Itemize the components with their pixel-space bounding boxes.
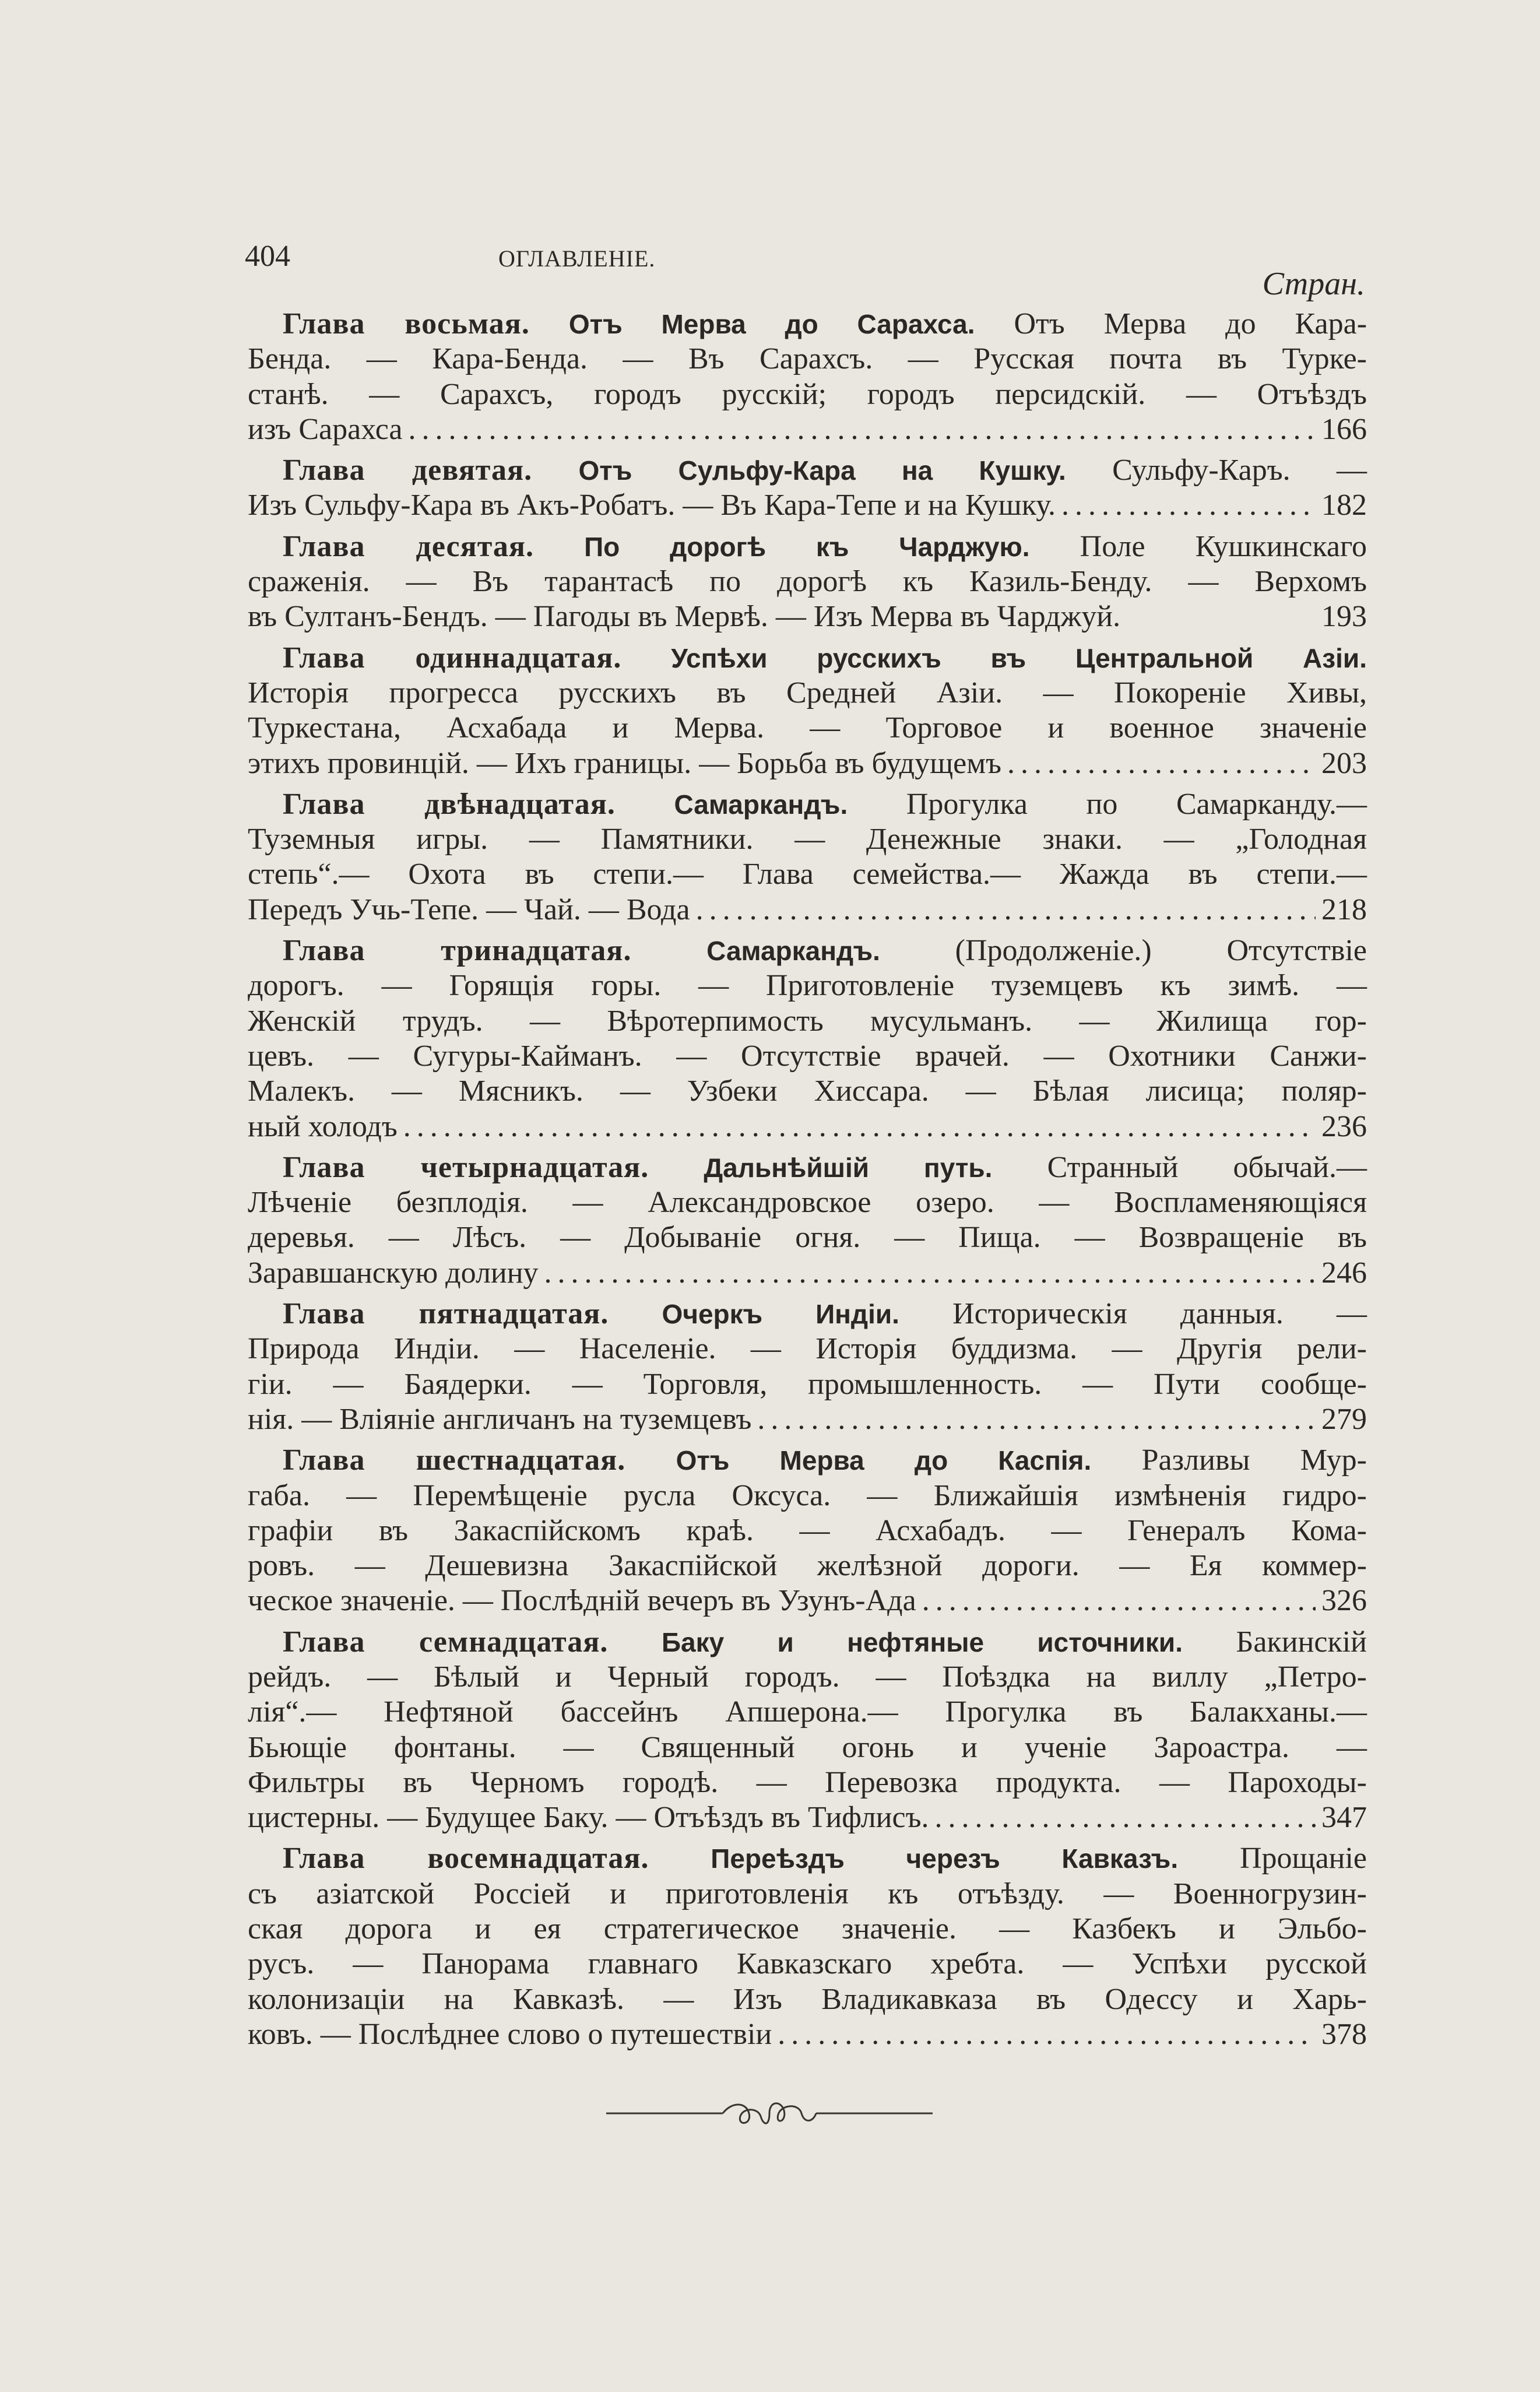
entry-line: лія“.— Нефтяной бассейнъ Апшерона.— Прогулка въ Балакханы.— — [248, 1695, 1367, 1729]
entry-text: нія. — Вліяніе англичанъ на туземцевъ — [248, 1402, 752, 1436]
entry-first-line — [248, 1150, 1367, 1185]
entry-last-line — [248, 893, 1367, 928]
entry-text: изъ Сарахса — [248, 412, 403, 446]
entry-text: ческое значеніе. — Послѣдній вечеръ въ Узунъ-Ада — [248, 1584, 916, 1618]
entry-line: рейдъ. — Бѣлый и Черный городъ. — Поѣздка на виллу „Петро- — [248, 1660, 1367, 1694]
entry-line: станѣ. — Сарахсъ, городъ русскій; городъ персидскій. — Отъѣздъ — [248, 377, 1367, 411]
chapter-title: Очеркъ Индіи. — [662, 1299, 899, 1330]
chapter-label: Глава десятая. — [283, 529, 535, 563]
entry-first-line — [248, 787, 1367, 822]
entry-line: графіи въ Закаспійскомъ краѣ. — Асхабадъ. — Генералъ Кома- — [248, 1513, 1367, 1547]
page-reference: 236 — [1321, 1109, 1367, 1143]
entry-last-line — [248, 1800, 1367, 1835]
chapter-label: Глава шестнадцатая. — [283, 1443, 626, 1477]
chapter-title: Самаркандъ. — [674, 789, 848, 820]
entry-first-line — [248, 1625, 1367, 1660]
running-title: ОГЛАВЛЕНІЕ. — [498, 245, 656, 272]
dot-leader — [778, 2017, 1316, 2052]
entry-first-line — [248, 529, 1367, 564]
chapter-label: Глава четырнадцатая. — [283, 1150, 649, 1184]
toc-entry — [248, 1625, 1367, 1836]
entry-text: этихъ провинцій. — Ихъ границы. — Борьба въ будущемъ — [248, 746, 1002, 780]
entry-text: Прощаніе — [1239, 1842, 1367, 1875]
chapter-title: Баку и нефтяные источники. — [661, 1627, 1183, 1657]
toc-entry — [248, 1443, 1367, 1618]
entry-first-line — [248, 1443, 1367, 1478]
dot-leader — [757, 1402, 1316, 1437]
chapter-title: Отъ Мерва до Каспія. — [676, 1445, 1092, 1476]
entry-last-line — [248, 1109, 1367, 1144]
entry-line: габа. — Перемѣщеніе русла Оксуса. — Ближайшія измѣненія гидро- — [248, 1478, 1367, 1512]
entry-text: Историческія данныя. — — [952, 1297, 1367, 1331]
entry-first-line — [248, 641, 1367, 676]
entry-text: Отъ Мерва до Кара- — [1014, 307, 1367, 340]
entry-last-line — [248, 1583, 1367, 1618]
entry-line: Фильтры въ Черномъ городѣ. — Перевозка продукта. — Пароходы- — [248, 1765, 1367, 1799]
entry-text: Изъ Сульфу-Кара въ Акъ-Робатъ. — Въ Кара-Тепе и на Кушку. — [248, 489, 1056, 522]
chapter-label: Глава одиннадцатая. — [283, 641, 622, 675]
chapter-title: Переѣздъ черезъ Кавказъ. — [711, 1843, 1179, 1874]
entry-line: деревья. — Лѣсъ. — Добываніе огня. — Пища. — Возвращеніе въ — [248, 1221, 1367, 1255]
entry-line: Женскій трудъ. — Вѣротерпимость мусульманъ. — Жилища гор- — [248, 1004, 1367, 1038]
entry-last-line — [248, 488, 1367, 523]
entry-text: цистерны. — Будущее Баку. — Отъѣздъ въ Тифлисъ. — [248, 1801, 929, 1835]
entry-line: ровъ. — Дешевизна Закаспійской желѣзной дороги. — Ея коммер- — [248, 1549, 1367, 1583]
toc-entry — [248, 1297, 1367, 1437]
entry-first-line — [248, 1841, 1367, 1876]
entry-last-line — [248, 1256, 1367, 1291]
page-reference: 203 — [1321, 746, 1367, 780]
entry-line: съ азіатской Россіей и приготовленія къ отъѣзду. — Военногрузин- — [248, 1877, 1367, 1910]
table-of-contents — [248, 307, 1367, 2058]
dot-leader — [403, 1109, 1316, 1144]
chapter-label: Глава семнадцатая. — [283, 1625, 609, 1659]
chapter-title: Успѣхи русскихъ въ Центральной Азіи. — [671, 642, 1367, 673]
entry-text: Поле Кушкинскаго — [1080, 529, 1367, 563]
entry-text: ковъ. — Послѣднее слово о путешествіи — [248, 2017, 772, 2051]
chapter-label: Глава пятнадцатая. — [283, 1297, 609, 1331]
entry-text: ный холодъ — [248, 1109, 398, 1143]
entry-line: Туземныя игры. — Памятники. — Денежные знаки. — „Голодная — [248, 823, 1367, 856]
entry-line: Природа Индіи. — Населеніе. — Исторія буддизма. — Другія рели- — [248, 1332, 1367, 1366]
entry-last-line — [248, 2017, 1367, 2052]
ornament-divider — [606, 2090, 933, 2137]
chapter-label: Глава девятая. — [283, 454, 533, 487]
chapter-label: Глава восемнадцатая. — [283, 1842, 649, 1875]
entry-line: степь“.— Охота въ степи.— Глава семейства.— Жажда въ степи.— — [248, 858, 1367, 891]
entry-line: Бьющіе фонтаны. — Священный огонь и ученіе Зароастра. — — [248, 1730, 1367, 1764]
dot-leader — [922, 1583, 1316, 1618]
chapter-title: Дальнѣйшій путь. — [704, 1152, 993, 1183]
toc-entry — [248, 307, 1367, 447]
page-reference: 326 — [1321, 1584, 1367, 1618]
page-reference: 182 — [1321, 489, 1367, 522]
chapter-title: Отъ Мерва до Сарахса. — [568, 309, 975, 339]
toc-entry — [248, 529, 1367, 635]
entry-first-line — [248, 307, 1367, 342]
entry-text: Разливы Мур- — [1141, 1443, 1367, 1477]
entry-text: Прогулка по Самарканду.— — [906, 787, 1367, 821]
entry-first-line — [248, 933, 1367, 968]
pages-column-label: Стран. — [1262, 266, 1365, 302]
entry-text: Заравшанскую долину — [248, 1256, 539, 1290]
entry-line: гіи. — Баядерки. — Торговля, промышленность. — Пути сообще- — [248, 1367, 1367, 1401]
dot-leader — [934, 1800, 1316, 1835]
entry-line: Туркестана, Асхабада и Мерва. — Торговое и военное значеніе — [248, 711, 1367, 745]
chapter-label: Глава восьмая. — [283, 307, 530, 340]
chapter-label: Глава тринадцатая. — [283, 934, 632, 968]
chapter-title: Отъ Сульфу-Кара на Кушку. — [578, 455, 1066, 486]
toc-entry — [248, 641, 1367, 781]
page-reference: 218 — [1321, 893, 1367, 926]
page-number: 404 — [245, 240, 290, 273]
toc-entry — [248, 1841, 1367, 2052]
dot-leader — [1007, 746, 1316, 781]
page-reference: 166 — [1321, 412, 1367, 446]
toc-entry — [248, 787, 1367, 928]
entry-last-line — [248, 412, 1367, 447]
chapter-title: Самаркандъ. — [706, 936, 880, 967]
entry-text: (Продолженіе.) Отсутствіе — [955, 934, 1367, 968]
page-reference: 246 — [1321, 1256, 1367, 1290]
entry-text: Странный обычай.— — [1047, 1150, 1367, 1184]
entry-first-line — [248, 1297, 1367, 1332]
entry-text: Бакинскій — [1236, 1625, 1367, 1659]
entry-last-line — [248, 599, 1367, 634]
entry-line: дорогъ. — Горящія горы. — Приготовленіе туземцевъ къ зимѣ. — — [248, 969, 1367, 1003]
entry-line: сраженія. — Въ тарантасѣ по дорогѣ къ Казиль-Бенду. — Верхомъ — [248, 565, 1367, 599]
entry-text: Сульфу-Каръ. — — [1112, 454, 1367, 487]
entry-line: ская дорога и ея стратегическое значеніе. — Казбекъ и Эльбо- — [248, 1912, 1367, 1946]
chapter-title: По дорогѣ къ Чарджую. — [584, 531, 1030, 562]
page-reference: 347 — [1321, 1801, 1367, 1835]
entry-line: Бенда. — Кара-Бенда. — Въ Сарахсъ. — Русская почта въ Турке- — [248, 342, 1367, 376]
toc-entry — [248, 1150, 1367, 1291]
entry-line: Малекъ. — Мясникъ. — Узбеки Хиссара. — Бѣлая лисица; поляр- — [248, 1074, 1367, 1108]
entry-last-line — [248, 1402, 1367, 1437]
dot-leader — [1061, 488, 1316, 523]
entry-line: Лѣченіе безплодія. — Александровское озеро. — Воспламеняющіяся — [248, 1186, 1367, 1220]
page-reference: 279 — [1321, 1402, 1367, 1436]
entry-last-line — [248, 746, 1367, 781]
toc-entry — [248, 933, 1367, 1144]
toc-entry — [248, 453, 1367, 524]
chapter-label: Глава двѣнадцатая. — [283, 787, 616, 821]
entry-line: колонизаціи на Кавказѣ. — Изъ Владикавказа въ Одессу и Харь- — [248, 1982, 1367, 2016]
page-reference: 378 — [1321, 2017, 1367, 2051]
entry-text: въ Султанъ-Бендъ. — Пагоды въ Мервѣ. — Изъ Мерва въ Чарджуй. — [248, 600, 1121, 634]
entry-line: Исторія прогресса русскихъ въ Средней Азіи. — Покореніе Хивы, — [248, 676, 1367, 709]
entry-text: Передъ Учь-Тепе. — Чай. — Вода — [248, 893, 690, 926]
entry-first-line — [248, 453, 1367, 488]
dot-leader — [409, 412, 1316, 447]
dot-leader — [696, 893, 1316, 928]
page-reference: 193 — [1321, 600, 1367, 634]
entry-line: цевъ. — Сугуры-Кайманъ. — Отсутствіе врачей. — Охотники Санжи- — [248, 1039, 1367, 1073]
entry-line: русъ. — Панорама главнаго Кавказскаго хребта. — Успѣхи русской — [248, 1947, 1367, 1981]
dot-leader — [544, 1256, 1316, 1291]
